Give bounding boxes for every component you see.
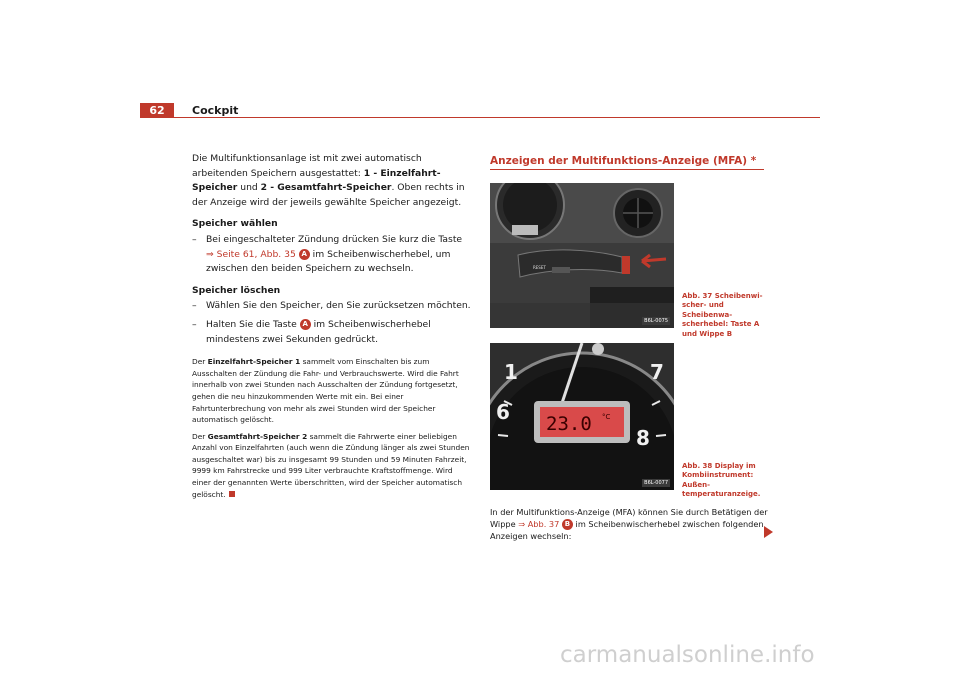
wiper-stalk-key xyxy=(622,256,630,274)
intro-paragraph: Die Multifunktionsanlage ist mit zwei automatisch arbeitenden Speichern ausgestattet: 1 - Einzelfahrt-Speicher und 2 - Gesamtfahrt-Speicher. Oben rechts in der Anzeige wird der jeweils gewählte Speicher angezeigt. xyxy=(192,153,465,208)
note-single-trip: Der Einzelfahrt-Speicher 1 sammelt vom Einschalten bis zum Ausschalten der Zündung die Fahr- und Verbrauchswerte. Wird die Fahrt innerhalb von zwei Stunden nach Ausschalten der Zündung fortgesetzt, gehen die neu hinzukommenden Werte mit ein. Bei einer Fahrtunterbrechung von mehr als zwei Stunden wird der Speicher automatisch gelöscht. xyxy=(192,357,459,425)
term-single-trip: 1 - Einzelfahrt-Speicher xyxy=(192,167,441,194)
term-total-trip: 2 - Gesamtfahrt-Speicher xyxy=(260,182,392,194)
key-b-badge: B xyxy=(562,519,573,530)
chapter-title: Cockpit xyxy=(192,104,239,117)
section-title: Anzeigen der Multifunktions-Anzeige (MFA) * xyxy=(490,155,764,170)
select-memory-step: – Bei eingeschalteter Zündung drücken Sie kurz die Taste ⇒ Seite 61, Abb. 35 A im Scheibenwischerhebel, um zwischen den beiden Speichern zu wechseln. xyxy=(192,233,463,275)
delete-memory-step-1: – Wählen Sie den Speicher, den Sie zurücksetzen möchten. xyxy=(192,300,471,312)
figure-code: B6L-0077 xyxy=(644,480,668,486)
delete-memory-step-2: – Halten Sie die Taste A im Scheibenwischerhebel mindestens zwei Sekunden gedrückt. xyxy=(192,318,431,345)
end-of-section-mark xyxy=(229,491,235,497)
figure-instrument-display xyxy=(490,343,674,490)
page-reference-link[interactable]: ⇒ Seite 61, Abb. 35 xyxy=(206,248,296,260)
watermark: carmanualsonline.info xyxy=(560,642,815,668)
stalk-reset-label: RESET xyxy=(533,265,546,270)
gauge-label-8: 8 xyxy=(636,426,650,450)
figure-38-caption: Abb. 38 Display im Kombiinstrument: Außentemperaturanzeige. xyxy=(682,462,761,499)
instrument-display-illustration xyxy=(490,343,674,490)
delete-memory-heading: Speicher löschen xyxy=(192,284,281,296)
gauge-label-7: 7 xyxy=(650,360,664,384)
page-number: 62 xyxy=(140,103,174,118)
temperature-display-value: 23.0 xyxy=(546,413,592,435)
key-a-badge: A xyxy=(299,249,310,260)
header-rule xyxy=(140,117,820,118)
gauge-label-1: 1 xyxy=(504,360,518,384)
wiper-stalk-illustration xyxy=(490,183,674,328)
note-total-trip: Der Gesamtfahrt-Speicher 2 sammelt die Fahrwerte einer beliebigen Anzahl von Einzelfahrten (auch wenn die Zündung länger als zwei Stunden ausgeschaltet war) bis zu insgesamt 99 Stunden und 59 Minuten Fahrzeit, 9999 km Fahrstrecke und 999 Liter verbrauchte Kraftstoffmenge. Wird einer der genannten Werte überschritten, wird der Speicher automatisch gelöscht. xyxy=(192,431,470,499)
select-memory-heading: Speicher wählen xyxy=(192,218,278,230)
left-column xyxy=(192,152,472,504)
figure-reference-link[interactable]: ⇒ Abb. 37 xyxy=(518,519,560,530)
temperature-display-unit: °C xyxy=(602,413,611,421)
figure-wiper-stalk xyxy=(490,183,674,328)
gauge-label-6: 6 xyxy=(496,400,510,424)
figure-37-caption: Abb. 37 Scheibenwischer- und Scheibenwascherhebel: Taste A und Wippe B xyxy=(682,292,763,338)
figure-code: B6L-0075 xyxy=(644,318,668,324)
key-a-badge: A xyxy=(300,319,311,330)
mfa-intro-paragraph: In der Multifunktions-Anzeige (MFA) können Sie durch Betätigen der Wippe ⇒ Abb. 37 B im Scheibenwischerhebel zwischen folgenden Anzeigen wechseln: xyxy=(490,507,768,542)
next-page-arrow-icon[interactable] xyxy=(764,526,773,538)
